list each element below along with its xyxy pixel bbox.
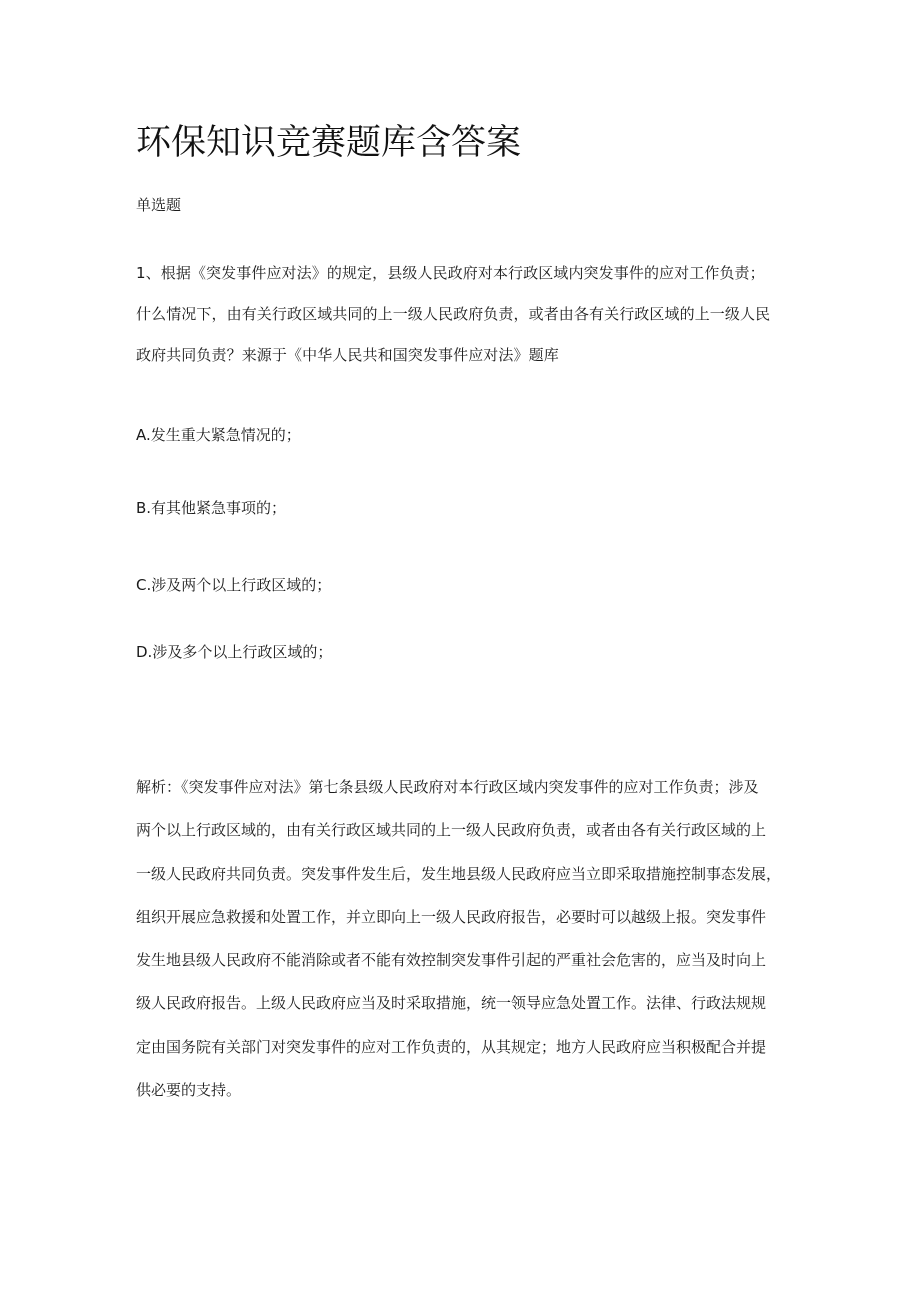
option-a: A.发生重大紧急情况的； (136, 426, 301, 444)
option-b: B.有其他紧急事项的； (136, 499, 287, 517)
question-line: 政府共同负责？来源于《中华人民共和国突发事件应对法》题库 (136, 346, 559, 364)
analysis-line: 级人民政府报告。上级人民政府应当及时采取措施，统一领导应急处置工作。法律、行政法规规 (136, 994, 767, 1013)
option-d: D.涉及多个以上行政区域的； (136, 643, 333, 661)
analysis-line: 解析：《突发事件应对法》第七条县级人民政府对本行政区域内突发事件的应对工作负责；涉及 (136, 778, 759, 796)
analysis-line: 组织开展应急救援和处置工作，并立即向上一级人民政府报告，必要时可以越级上报。突发事件 (136, 907, 767, 926)
analysis-line: 定由国务院有关部门对突发事件的应对工作负责的，从其规定；地方人民政府应当积极配合并提 (136, 1037, 767, 1056)
analysis-line: 一级人民政府共同负责。突发事件发生后，发生地县级人民政府应当立即采取措施控制事态发展， (136, 864, 782, 883)
option-c: C.涉及两个以上行政区域的； (136, 576, 332, 594)
analysis-line: 发生地县级人民政府不能消除或者不能有效控制突发事件引起的严重社会危害的，应当及时向上 (136, 951, 767, 970)
analysis-text (136, 766, 788, 1112)
analysis-line: 两个以上行政区域的，由有关行政区域共同的上一级人民政府负责，或者由各有关行政区域的上 (136, 821, 767, 840)
section-label: 单选题 (136, 196, 182, 214)
question-line: 什么情况下，由有关行政区域共同的上一级人民政府负责，或者由各有关行政区域的上一级人民 (136, 305, 771, 323)
question-text (136, 253, 786, 376)
question-line: 1、根据《突发事件应对法》的规定，县级人民政府对本行政区域内突发事件的应对工作负责； (136, 264, 765, 282)
analysis-line: 供必要的支持。 (136, 1081, 242, 1100)
document-title: 环保知识竞赛题库含答案 (136, 123, 522, 163)
